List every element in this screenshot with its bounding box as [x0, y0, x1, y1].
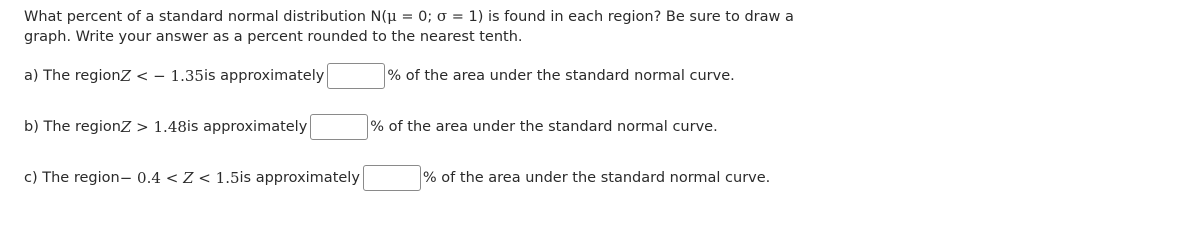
prompt-line-1: [24, 6, 1174, 27]
question-a: [24, 62, 735, 90]
question-b-approx-text: is approximately: [186, 119, 308, 135]
question-c-suffix: % of the area under the standard normal curve.: [422, 170, 771, 186]
question-a-inequality: Z < − 1.35: [120, 67, 204, 85]
answer-c-input[interactable]: [363, 165, 421, 191]
mu-equals: = 0;: [396, 9, 437, 25]
answer-a-input[interactable]: [327, 63, 385, 89]
prompt-line-1-prefix: What percent of a standard normal distribution N(: [24, 9, 388, 25]
mu-symbol: μ: [387, 7, 397, 25]
question-a-label: a) The region: [24, 68, 121, 84]
sigma-symbol: σ: [436, 7, 448, 25]
question-prompt: [24, 6, 1174, 47]
question-c-inequality: − 0.4 < Z < 1.5: [119, 169, 240, 187]
question-b-suffix: % of the area under the standard normal curve.: [370, 119, 718, 135]
question-b-label: b) The region: [24, 119, 121, 135]
question-c-label: c) The region: [24, 170, 120, 186]
prompt-line-2: graph. Write your answer as a percent rounded to the nearest tenth.: [24, 29, 523, 45]
question-b: [24, 113, 718, 141]
question-c-approx-text: is approximately: [239, 170, 360, 186]
question-b-inequality: Z > 1.48: [120, 118, 187, 136]
question-a-approx-text: is approximately: [203, 68, 325, 84]
sigma-equals: = 1) is found in each region? Be sure to draw a: [447, 9, 794, 25]
question-c: [24, 164, 770, 192]
answer-b-input[interactable]: [310, 114, 368, 140]
question-a-suffix: % of the area under the standard normal curve.: [387, 68, 735, 84]
